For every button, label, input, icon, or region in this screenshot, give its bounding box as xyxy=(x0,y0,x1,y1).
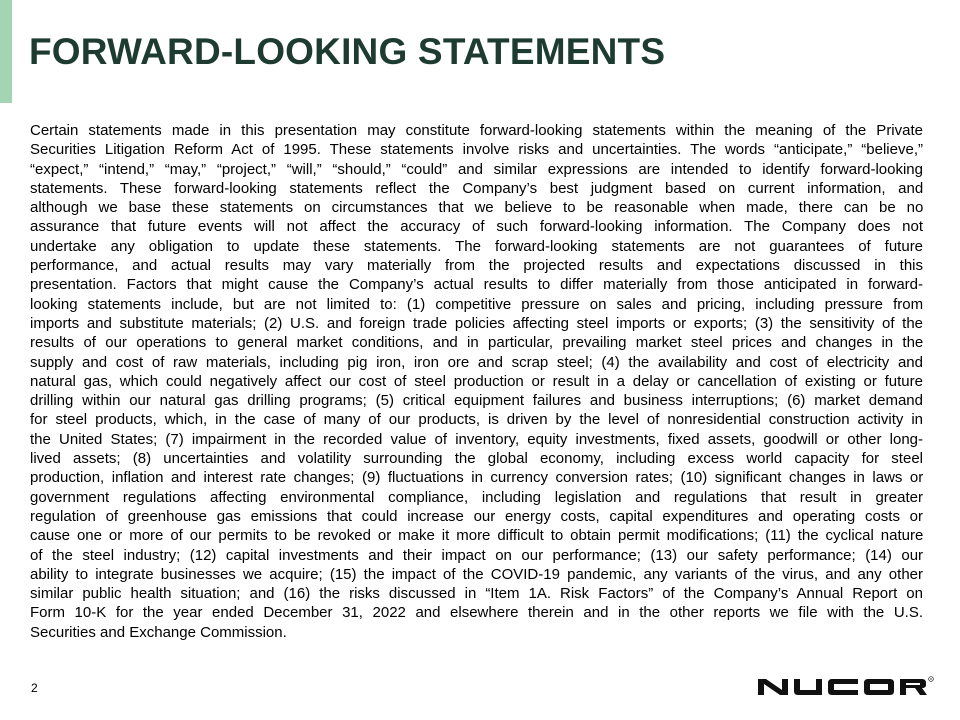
body-line: supply and cost of raw materials, including pig iron, iron ore and scrap steel; (4) the availability and cost of electricity and xyxy=(30,353,923,371)
body-line: regulation of greenhouse gas emissions that could increase our energy costs, capital expenditures and operating costs or xyxy=(30,507,923,525)
body-line: natural gas, which could negatively affect our cost of steel production or result in a delay or cancellation of existing or future xyxy=(30,372,923,390)
nucor-wordmark-icon xyxy=(758,676,934,698)
body-line: drilling within our natural gas drilling programs; (5) critical equipment failures and business interruptions; (6) market demand xyxy=(30,392,923,410)
forward-looking-statements-body xyxy=(30,121,923,642)
body-line: cause one or more of our permits to be revoked or make it more difficult to obtain permit modifications; (11) the cyclical nature xyxy=(30,527,924,545)
body-line: although we base these statements on circumstances that we believe to be reasonable when made, there can be no xyxy=(30,199,924,217)
body-line: undertake any obligation to update these statements. The forward-looking statements are not guarantees of future xyxy=(30,237,924,255)
body-line: for steel products, which, in the case of many of our products, is driven by the level of nonresidential construction activity in xyxy=(30,411,923,429)
body-line: looking statements include, but are not limited to: (1) competitive pressure on sales and pricing, including pressure from xyxy=(30,295,924,313)
body-line: government regulations affecting environmental compliance, including legislation and regulations that result in greater xyxy=(30,488,923,506)
body-line: statements. These forward-looking statements reflect the Company’s best judgment based on current information, and xyxy=(30,179,924,197)
body-line: lived assets; (8) uncertainties and volatility surrounding the global economy, including excess world capacity for steel xyxy=(30,450,923,468)
body-line: Securities and Exchange Commission. xyxy=(30,623,287,641)
body-line: imports and substitute materials; (2) U.S. and foreign trade policies affecting steel imports or exports; (3) the sensitivity of the xyxy=(30,314,923,332)
body-line: similar public health situation; and (16) the risks discussed in “Item 1A. Risk Factors” of the Company’s Annual Report on xyxy=(30,585,923,603)
body-line: results of our operations to general market conditions, and in particular, prevailing market steel prices and changes in the xyxy=(30,334,924,352)
body-line: presentation. Factors that might cause the Company’s actual results to differ materially from those anticipated in forward- xyxy=(30,276,923,294)
body-line: production, inflation and interest rate changes; (9) fluctuations in currency conversion rates; (10) significant changes in laws or xyxy=(30,469,924,487)
body-line: of the steel industry; (12) capital investments and their impact on our performance; (13) our safety performance; (14) our xyxy=(30,546,924,564)
body-line: Certain statements made in this presentation may constitute forward-looking statements within the meaning of the Private xyxy=(30,122,923,139)
body-line: the United States; (7) impairment in the recorded value of inventory, equity investments, fixed assets, goodwill or other long- xyxy=(30,430,923,448)
body-line: Form 10-K for the year ended December 31, 2022 and elsewhere therein and in the other reports we file with the U.S. xyxy=(30,604,923,622)
page-number: 2 xyxy=(31,681,38,695)
title-accent-bar xyxy=(0,0,12,103)
body-line: assurance that future events will not affect the accuracy of such forward-looking information. The Company does not xyxy=(30,218,923,236)
svg-text:R: R xyxy=(929,677,933,682)
nucor-logo xyxy=(758,676,934,703)
body-line: ability to integrate businesses we acquire; (15) the impact of the COVID-19 pandemic, any variants of the virus, and any other xyxy=(30,565,923,583)
body-line: “expect,” “intend,” “may,” “project,” “will,” “should,” “could” and similar expressions are intended to identify forward-looking xyxy=(30,160,923,178)
body-line: performance, and actual results may vary materially from the projected results and expectations discussed in this xyxy=(30,257,923,275)
page-title: FORWARD-LOOKING STATEMENTS xyxy=(29,31,666,72)
body-line: Securities Litigation Reform Act of 1995. These statements involve risks and uncertainties. The words “anticipate,” “believe,” xyxy=(30,141,923,159)
